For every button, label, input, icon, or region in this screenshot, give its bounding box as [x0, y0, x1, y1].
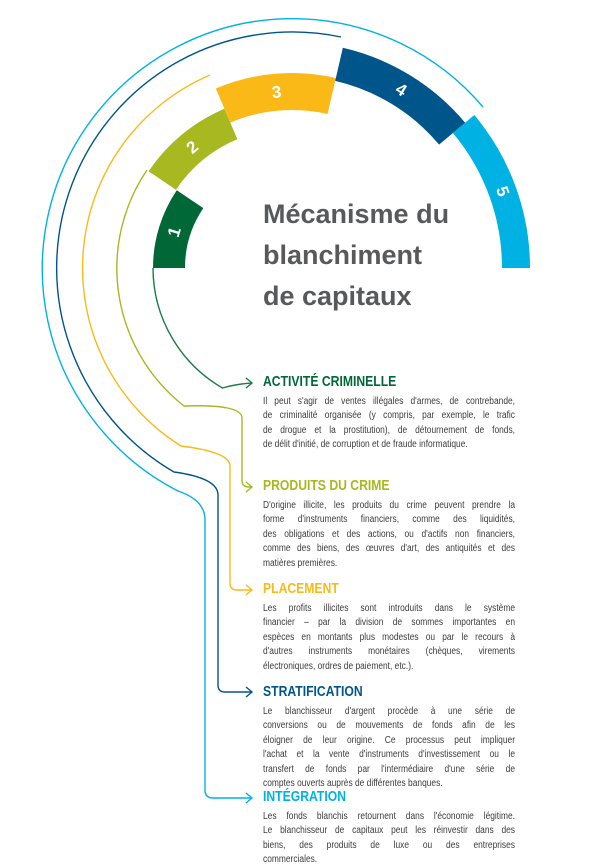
step-heading: STRATIFICATION	[263, 684, 363, 700]
segment-number: 1	[163, 224, 185, 240]
page-title	[263, 194, 449, 317]
step-text-line: comptes ouverts auprès de différentes banques.	[263, 778, 443, 790]
step-text-line: D'origine illicite, les produits du crime peuvent prendre la	[263, 500, 515, 511]
segment-number: 4	[392, 79, 411, 101]
step-activite-criminelle	[263, 374, 515, 453]
step-placement	[263, 581, 515, 674]
step-heading: PLACEMENT	[263, 581, 339, 597]
step-text-line: éloigner de leur origine. Ce processus peut impliquer	[263, 734, 515, 746]
title-line: Mécanisme du	[263, 199, 450, 229]
step-text-line: de criminalité organisée (y compris, par exemple, le trafic	[263, 410, 515, 422]
step-text-line: Le blanchisseur d'argent procède à une série de	[263, 706, 515, 717]
step-text-line: d'autres instruments monétaires (chèques, virements	[263, 646, 515, 658]
step-text-line: Il peut s'agir de ventes illégales d'armes, de contrebande,	[263, 396, 515, 407]
step-text-line: Les profits illicites sont introduits dans le système	[263, 603, 515, 614]
segment-number: 5	[491, 183, 514, 200]
segment-number: 3	[271, 82, 283, 103]
step-heading: PRODUITS DU CRIME	[263, 478, 390, 494]
step-text-line: l'achat et la vente d'instruments d'investissement ou le	[263, 749, 515, 761]
step-text-line: de drogue et la prostitution), de détournement de fonds,	[263, 424, 515, 436]
connector-line-1	[153, 268, 252, 388]
segment-number: 2	[182, 136, 203, 158]
step-integration	[263, 789, 515, 864]
step-text-line: des obligations et des actions, ou d'actifs non financiers,	[263, 528, 515, 540]
step-text-line: Les fonds blanchis retournent dans l'économie légitime.	[263, 811, 515, 822]
step-heading: ACTIVITÉ CRIMINELLE	[263, 374, 397, 390]
step-text-line: matières premières.	[263, 557, 338, 569]
step-stratification	[263, 684, 515, 791]
step-text-line: de délit d'initié, de corruption et de fraude informatique.	[263, 439, 468, 451]
step-text-line: transfert de fonds par l'intermédiaire d'une série de	[263, 763, 515, 775]
step-text-line: financier – par la division de sommes importantes en	[263, 617, 515, 629]
spiral-segment-5	[453, 115, 530, 268]
title-line: de capitaux	[263, 281, 412, 311]
step-text-line: Le blanchisseur de capitaux peut les réinvestir dans des	[263, 825, 515, 837]
step-text-line: comme des biens, des œuvres d'art, des antiquités et des	[263, 543, 515, 555]
step-text-line: espèces en montants plus modestes ou par le recours à	[263, 631, 515, 643]
step-text-line: commerciales.	[263, 854, 318, 864]
step-text-line: forme d'instruments financiers, comme des liquidités,	[263, 514, 515, 526]
step-text-line: électroniques, ordres de paiement, etc.).	[263, 660, 414, 672]
step-heading: INTÉGRATION	[263, 789, 347, 805]
step-produits-du-crime	[263, 478, 515, 571]
step-text-line: biens, des produits de luxe ou des entreprises	[263, 839, 515, 851]
step-text-line: conversions ou de mouvements de fonds afin de les	[263, 720, 515, 732]
title-line: blanchiment	[263, 240, 423, 270]
